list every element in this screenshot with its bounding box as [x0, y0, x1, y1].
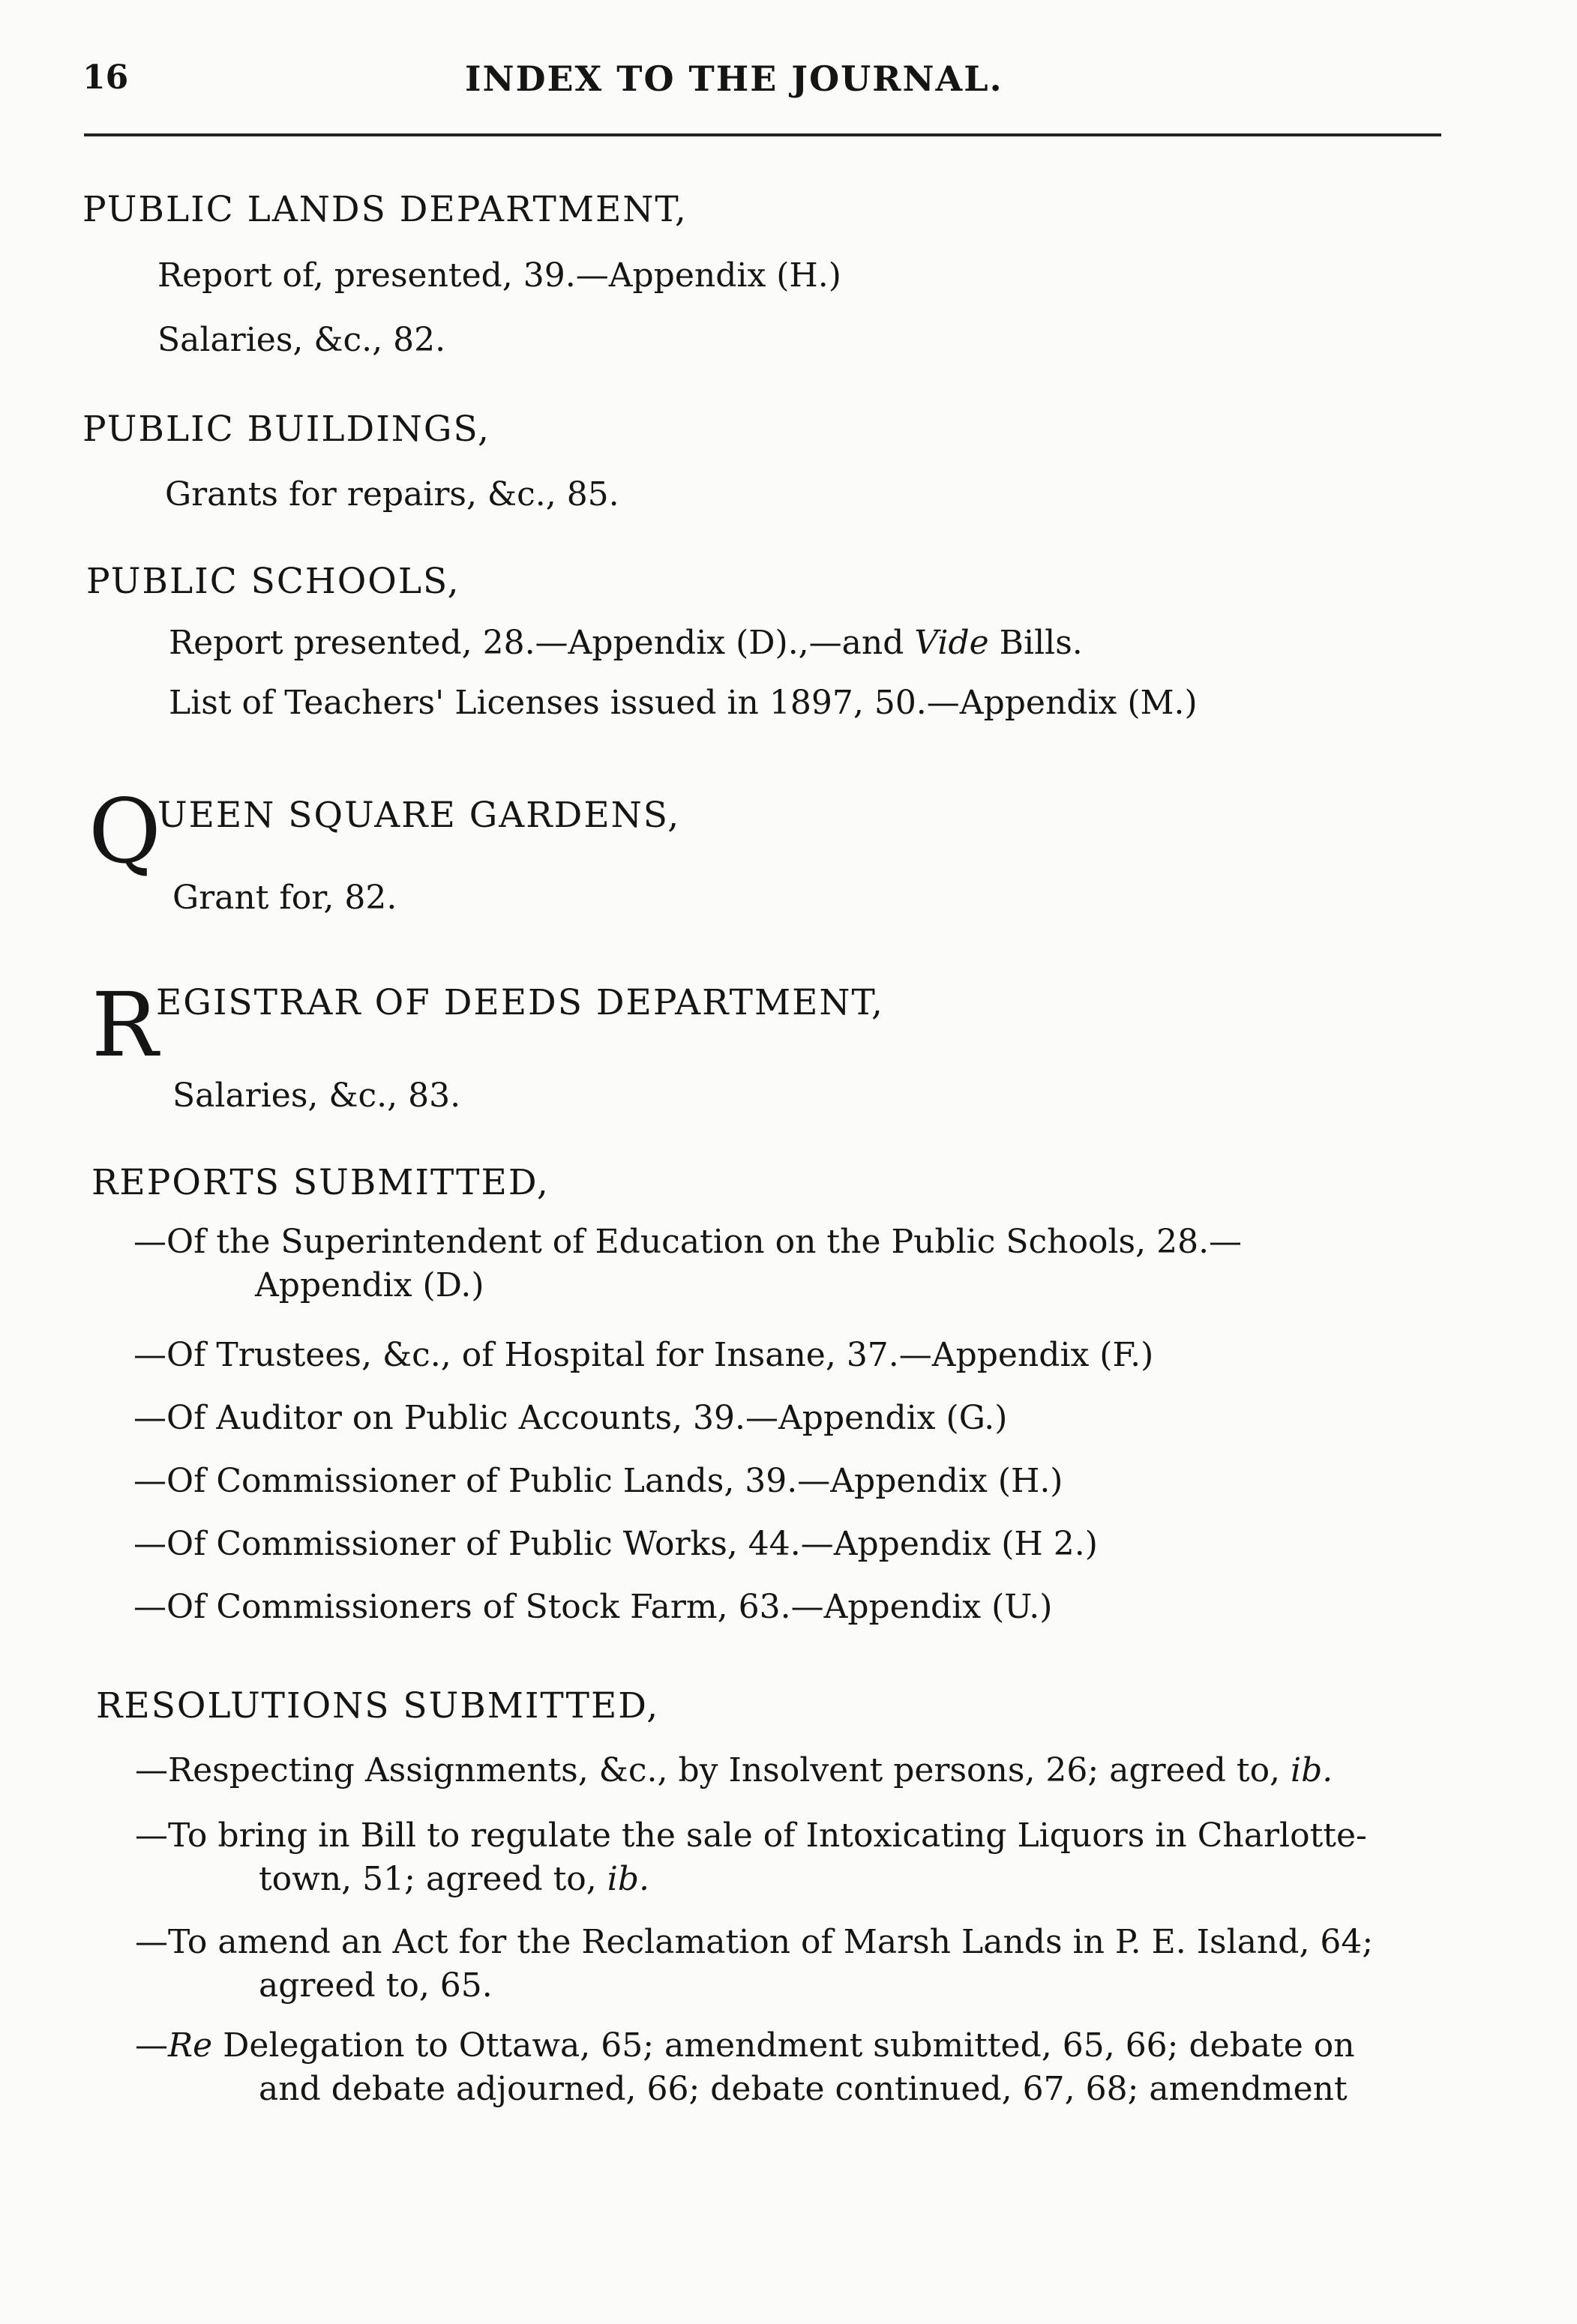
page-header	[82, 58, 1440, 111]
entry-public-schools-report: Report presented, 28.—Appendix (D).,—and Vide Bills.	[169, 624, 1083, 662]
entry-report-stock-farm: —Of Commissioners of Stock Farm, 63.—Appendix (U.)	[133, 1588, 1053, 1626]
page-number: 16	[82, 58, 129, 97]
heading-public-buildings: PUBLIC BUILDINGS,	[82, 409, 490, 450]
entry-registrar-salaries: Salaries, &c., 83.	[172, 1077, 461, 1115]
heading-queen-square-gardens: UEEN SQUARE GARDENS,	[157, 795, 681, 836]
entry-report-public-lands: —Of Commissioner of Public Lands, 39.—Appendix (H.)	[133, 1462, 1063, 1500]
entry-resolution-marsh-lands: —To amend an Act for the Reclamation of Marsh Lands in P. E. Island, 64; agreed to, 65.	[135, 1923, 1374, 2005]
entry-public-lands-report: Report of, presented, 39.—Appendix (H.)	[157, 256, 841, 295]
heading-public-schools: PUBLIC SCHOOLS,	[86, 561, 460, 602]
entry-public-lands-salaries: Salaries, &c., 82.	[157, 321, 446, 359]
entry-public-schools-licenses: List of Teachers' Licenses issued in 1897, 50.—Appendix (M.)	[169, 684, 1198, 722]
entry-resolution-assignments: —Respecting Assignments, &c., by Insolvent persons, 26; agreed to, ib.	[135, 1751, 1333, 1789]
entry-resolution-liquors: —To bring in Bill to regulate the sale of Intoxicating Liquors in Charlotte- town, 51; agreed to, ib.	[135, 1816, 1367, 1898]
running-title: INDEX TO THE JOURNAL.	[465, 58, 1003, 99]
heading-public-lands: PUBLIC LANDS DEPARTMENT,	[82, 189, 688, 230]
entry-public-buildings-grants: Grants for repairs, &c., 85.	[165, 475, 619, 514]
entry-resolution-delegation: —Re Delegation to Ottawa, 65; amendment submitted, 65, 66; debate on and debate adjourned, 66; debate continued, 67, 68; amendment	[135, 2026, 1355, 2108]
heading-reports-submitted: REPORTS SUBMITTED,	[91, 1162, 550, 1203]
entry-report-public-works: —Of Commissioner of Public Works, 44.—Appendix (H 2.)	[133, 1525, 1098, 1563]
entry-queen-square-grant: Grant for, 82.	[172, 879, 397, 917]
entry-report-trustees: —Of Trustees, &c., of Hospital for Insane, 37.—Appendix (F.)	[133, 1336, 1154, 1374]
drop-cap-q: Q	[88, 780, 161, 883]
entry-report-auditor: —Of Auditor on Public Accounts, 39.—Appendix (G.)	[133, 1399, 1008, 1437]
heading-registrar-deeds: EGISTRAR OF DEEDS DEPARTMENT,	[156, 982, 884, 1023]
entry-report-superintendent: —Of the Superintendent of Education on the Public Schools, 28.— Appendix (D.)	[133, 1223, 1243, 1304]
heading-resolutions-submitted: RESOLUTIONS SUBMITTED,	[96, 1685, 660, 1727]
drop-cap-r: R	[91, 973, 158, 1077]
header-rule	[84, 133, 1441, 136]
